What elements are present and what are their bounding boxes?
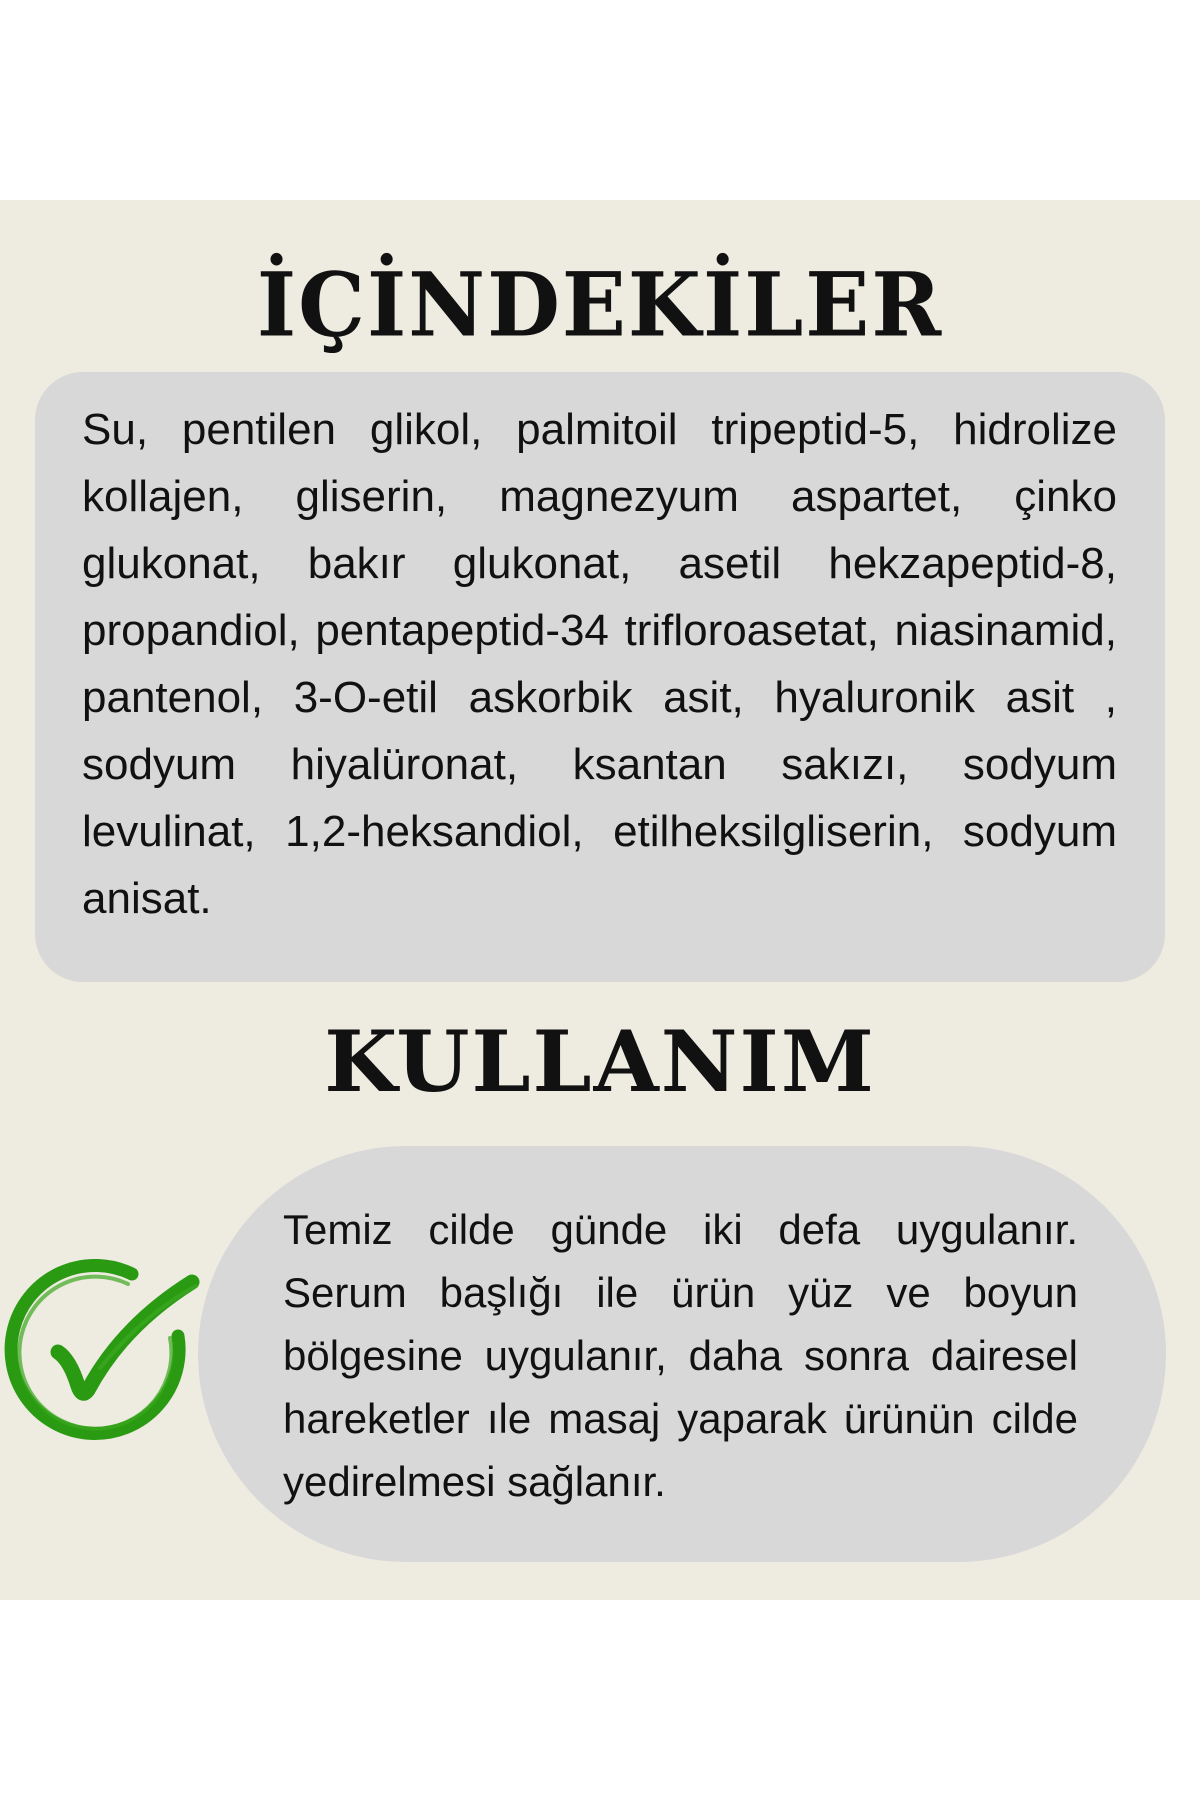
check-circle-icon (4, 1256, 200, 1452)
usage-box (198, 1146, 1166, 1562)
usage-title: KULLANIM (324, 1012, 876, 1111)
usage-text: Temiz cilde günde iki defa uygulanır. Serum başlığı ile ürün yüz ve boyun bölgesine uygulanır, daha sonra dairesel hareketler ıle masaj yaparak ürünün cilde yedirelmesi sağlanır. (283, 1206, 1078, 1505)
check-circle-ring (11, 1265, 179, 1433)
ingredients-box (35, 372, 1165, 982)
ingredients-title: İÇİNDEKİLER (256, 252, 944, 357)
ingredients-text: Su, pentilen glikol, palmitoil tripeptid-5, hidrolize kollajen, gliserin, magnezyum aspartet, çinko glukonat, bakır glukonat, asetil hekzapeptid-8, propandiol, pentapeptid-34 trifloroasetat, niasinamid, pantenol, 3-O-etil askorbik asit, hyaluronik asit , sodyum hiyalüronat, ksantan sakızı, sodyum levulinat, 1,2-heksandiol, etilheksilgliserin, sodyum anisat. (82, 405, 1117, 923)
